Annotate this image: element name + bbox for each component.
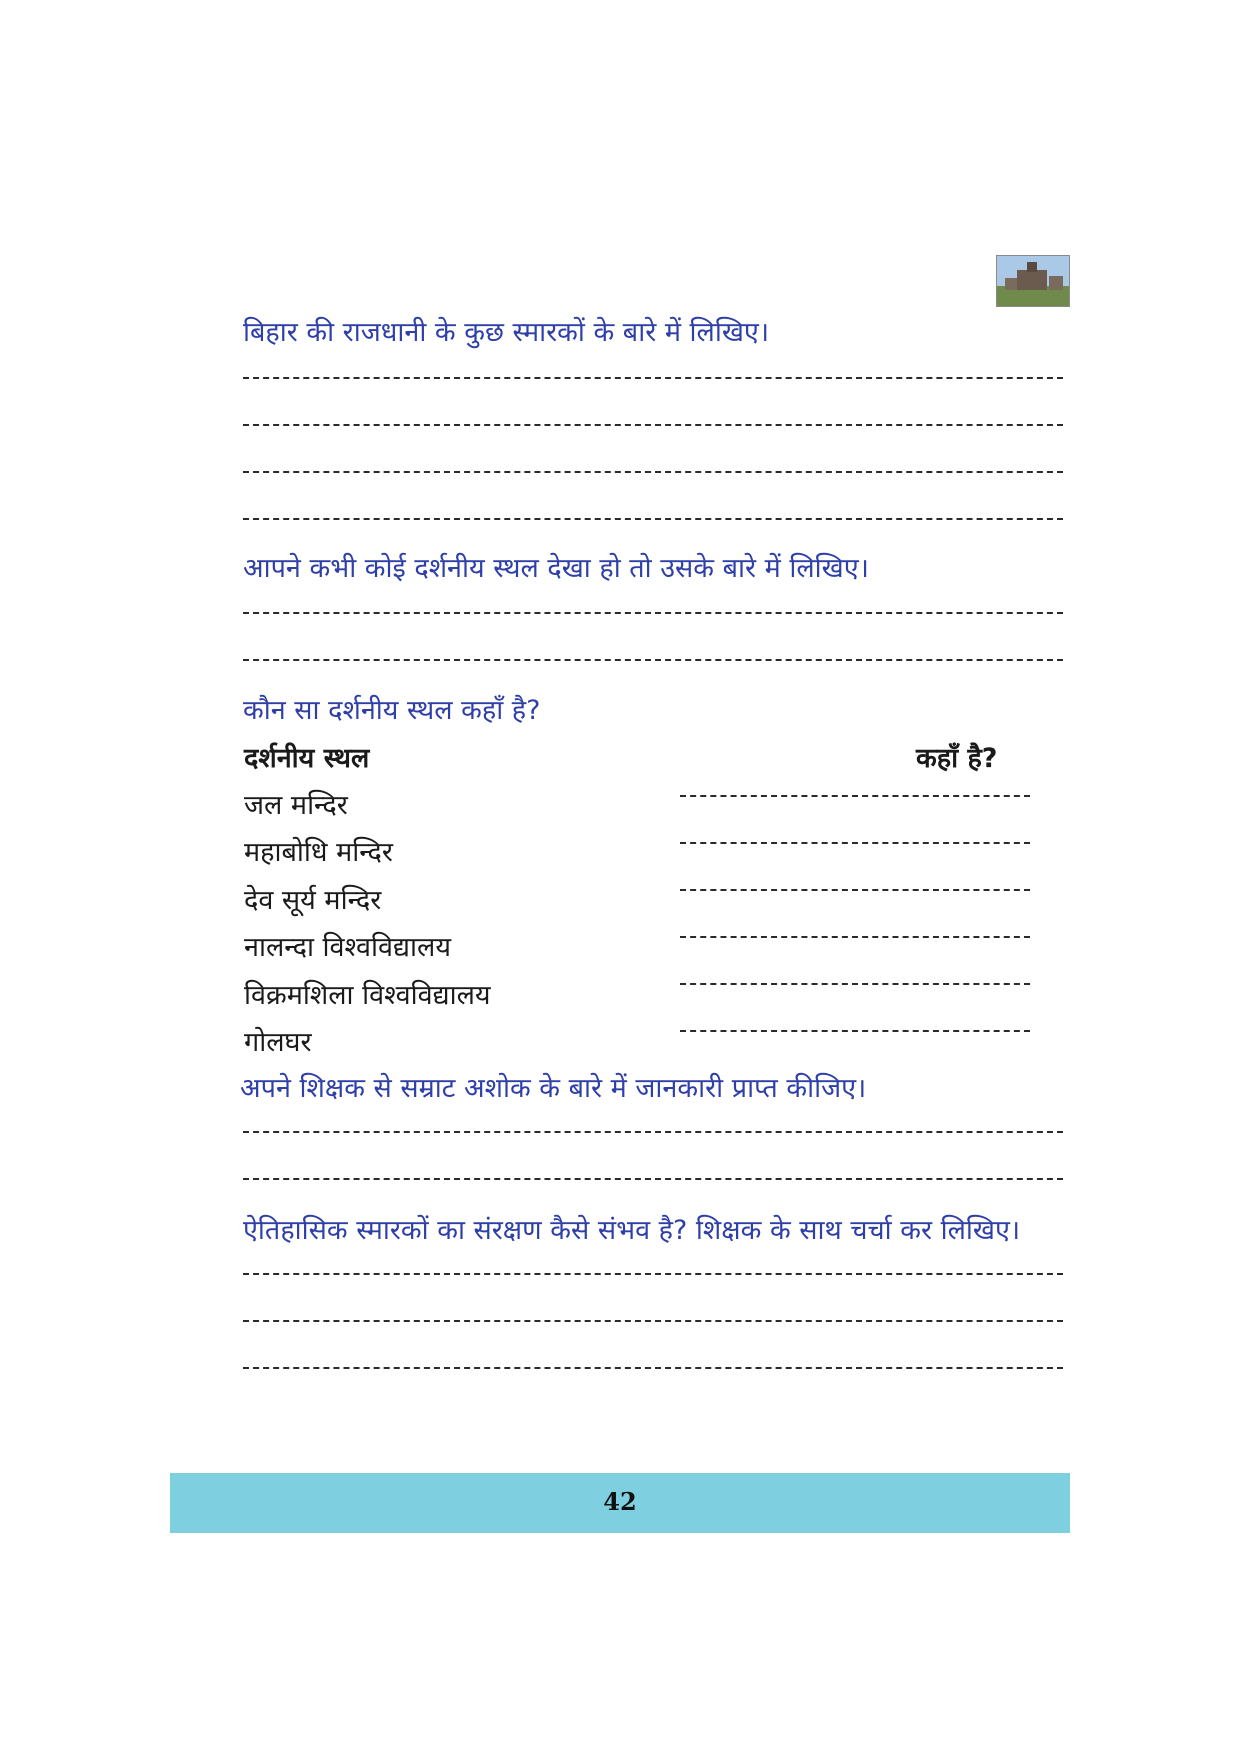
answer-line[interactable] bbox=[243, 518, 1063, 520]
list-item: गोलघर bbox=[244, 1027, 312, 1058]
answer-line[interactable] bbox=[243, 659, 1063, 661]
question-ashoka: अपने शिक्षक से सम्राट अशोक के बारे में जानकारी प्राप्त कीजिए। bbox=[240, 1073, 867, 1104]
answer-line[interactable] bbox=[680, 936, 1030, 938]
question-seen-place: आपने कभी कोई दर्शनीय स्थल देखा हो तो उसके बारे में लिखिए। bbox=[243, 553, 869, 584]
answer-line[interactable] bbox=[243, 424, 1063, 426]
answer-line[interactable] bbox=[243, 1273, 1063, 1275]
footer-band bbox=[170, 1473, 1070, 1533]
answer-line[interactable] bbox=[680, 1030, 1030, 1032]
column-header-place: दर्शनीय स्थल bbox=[244, 743, 370, 774]
answer-line[interactable] bbox=[243, 377, 1063, 379]
answer-line[interactable] bbox=[680, 842, 1030, 844]
list-item: देव सूर्य मन्दिर bbox=[244, 885, 382, 916]
answer-line[interactable] bbox=[243, 1320, 1063, 1322]
answer-line[interactable] bbox=[680, 983, 1030, 985]
answer-line[interactable] bbox=[243, 471, 1063, 473]
question-conservation: ऐतिहासिक स्मारकों का संरक्षण कैसे संभव है? शिक्षक के साथ चर्चा कर लिखिए। bbox=[243, 1215, 1021, 1246]
column-header-where: कहाँ है? bbox=[916, 743, 998, 774]
temple-photo-icon bbox=[996, 255, 1070, 307]
answer-line[interactable] bbox=[243, 1367, 1063, 1369]
answer-line[interactable] bbox=[243, 1131, 1063, 1133]
answer-line[interactable] bbox=[680, 795, 1030, 797]
list-item: नालन्दा विश्वविद्यालय bbox=[244, 932, 452, 963]
question-capital-monuments: बिहार की राजधानी के कुछ स्मारकों के बारे में लिखिए। bbox=[243, 317, 770, 348]
answer-line[interactable] bbox=[243, 1178, 1063, 1180]
answer-line[interactable] bbox=[243, 612, 1063, 614]
list-item: विक्रमशिला विश्वविद्यालय bbox=[244, 980, 491, 1011]
list-item: जल मन्दिर bbox=[244, 790, 348, 821]
page-number: 42 bbox=[603, 1487, 637, 1516]
question-where-is-place: कौन सा दर्शनीय स्थल कहाँ है? bbox=[243, 695, 541, 726]
list-item: महाबोधि मन्दिर bbox=[244, 837, 393, 868]
answer-line[interactable] bbox=[680, 889, 1030, 891]
